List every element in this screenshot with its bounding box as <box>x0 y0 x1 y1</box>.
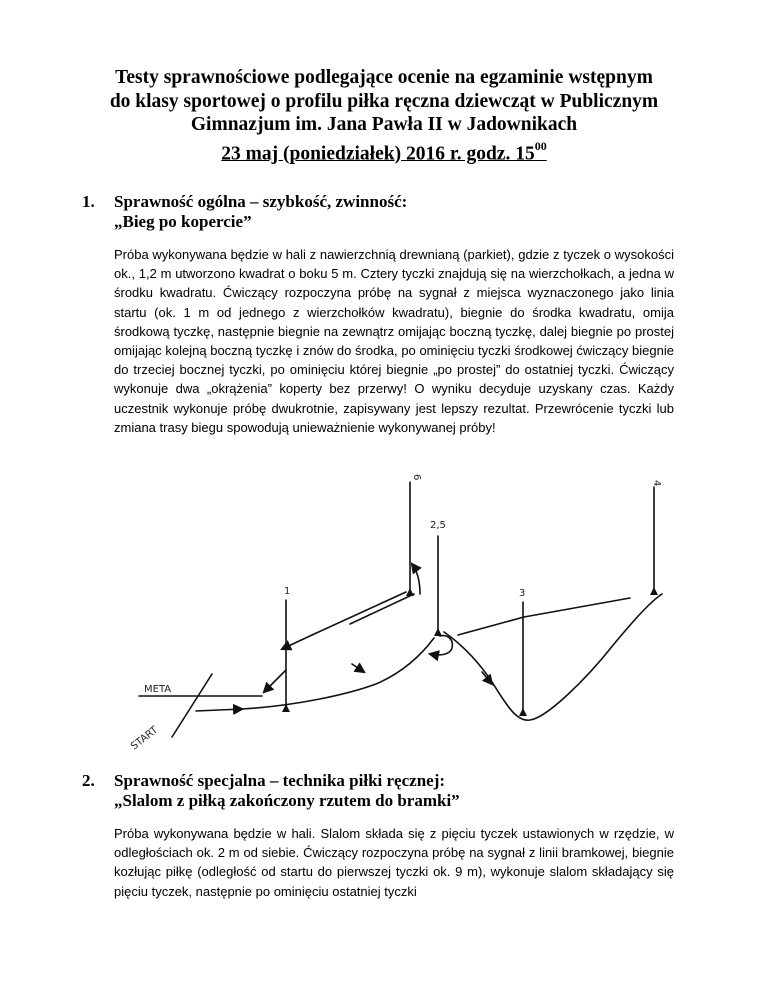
title-line-2: do klasy sportowej o profilu piłka ręczna dziewcząt w Publicznym <box>109 90 659 112</box>
envelope-run-diagram <box>114 452 694 762</box>
section-2-heading-line-1: Sprawność specjalna – technika piłki ręcznej: <box>114 771 446 790</box>
pole-3-label: 3 <box>519 588 526 599</box>
start-line <box>172 674 212 737</box>
pole-6-label: 6 <box>411 474 422 481</box>
section-1-heading-line-2: „Bieg po kopercie” <box>114 212 252 231</box>
path-direction-arrow <box>352 664 364 672</box>
section-2-number: 2. <box>82 771 95 790</box>
section-2-paragraph: Próba wykonywana będzie w hali. Slalom składa się z pięciu tyczek ustawionych w rzędzie, w odległościach ok. 2 m od siebie. Ćwiczący rozpoczyna próbę na sygnał z linii bramkowej, biegnie kozłując piłkę (odległość od startu do pierwszej tyczki ok. 9 m), wykonuje slalom składający się pięciu tyczek, następnie po ominięciu ostatniej tyczki <box>114 826 674 899</box>
pole-2-5-base <box>434 628 442 636</box>
title-line-1: Testy sprawnościowe podlegające ocenie na egzaminie wstępnym <box>115 67 653 88</box>
path-pole-6-to-pole-1 <box>350 594 414 624</box>
pole-2-5-label: 2,5 <box>430 520 446 531</box>
title-date-time: 23 maj (poniedziałek) 2016 r. godz. 15 <box>221 143 535 164</box>
path-to-finish-arrow <box>264 670 286 692</box>
path-to-center <box>242 638 434 709</box>
diagram-svg <box>114 452 694 762</box>
path-center-to-pole-3 <box>458 617 524 635</box>
section-1-heading-line-1: Sprawność ogólna – szybkość, zwinność: <box>114 192 408 211</box>
document-title <box>60 66 708 166</box>
pole-1-label: 1 <box>284 586 291 597</box>
path-to-pole-4 <box>524 598 630 617</box>
pole-4-base <box>650 587 658 595</box>
pole-6-base <box>406 588 414 596</box>
section-1-number: 1. <box>82 192 95 211</box>
start-label: START <box>129 724 161 753</box>
path-around-pole-6 <box>412 564 420 594</box>
title-line-4 <box>60 137 708 166</box>
pole-3-base <box>519 708 527 716</box>
title-line-3: Gimnazjum im. Jana Pawła II w Jadownikach <box>190 114 578 135</box>
section-2-heading-line-2: „Slalom z piłką zakończony rzutem do bramki” <box>114 791 460 810</box>
title-time-minutes: 00 <box>534 138 547 153</box>
path-start-arrow <box>196 709 242 711</box>
path-center-to-pole-1 <box>312 592 406 635</box>
section-1-paragraph: Próba wykonywana będzie w hali z nawierzchnią drewnianą (parkiet), gdzie z tyczek o wysokości ok., 1,2 m utworzono kwadrat o boku 5 m. Cztery tyczki znajdują się na wierzchołkach, a jedna w środku kwadratu. Ćwiczący rozpoczyna próbę na sygnał z miejsca wyznaczonego jako linia startu (ok. 1 m od jednego z wierzchołków kwadratu), biegnie do środka kwadratu, omija środkową tyczkę, następnie biegnie na zewnątrz omijając boczną tyczkę, dalej biegnie po prostej omijając kolejną boczną tyczkę i znów do środka, po ominięciu tyczki środkowej ćwiczący biegnie do trzeciej bocznej tyczki, po ominięciu której biegnie „po prostej” do ostatniej tyczki. Ćwiczący wykonuje dwa „okrążenia” koperty bez przerwy! O wyniku decyduje uzyskany czas. Każdy uczestnik wykonuje próbę dwukrotnie, zapisywany jest lepszy rezultat. Przewrócenie tyczki lub zmiana trasy biegu spowodują unieważnienie wykonywanej próby! <box>114 247 674 435</box>
finish-label: META <box>144 684 172 695</box>
pole-4-label: 4 <box>651 480 662 487</box>
path-loop-around-pole-3 <box>444 594 662 720</box>
